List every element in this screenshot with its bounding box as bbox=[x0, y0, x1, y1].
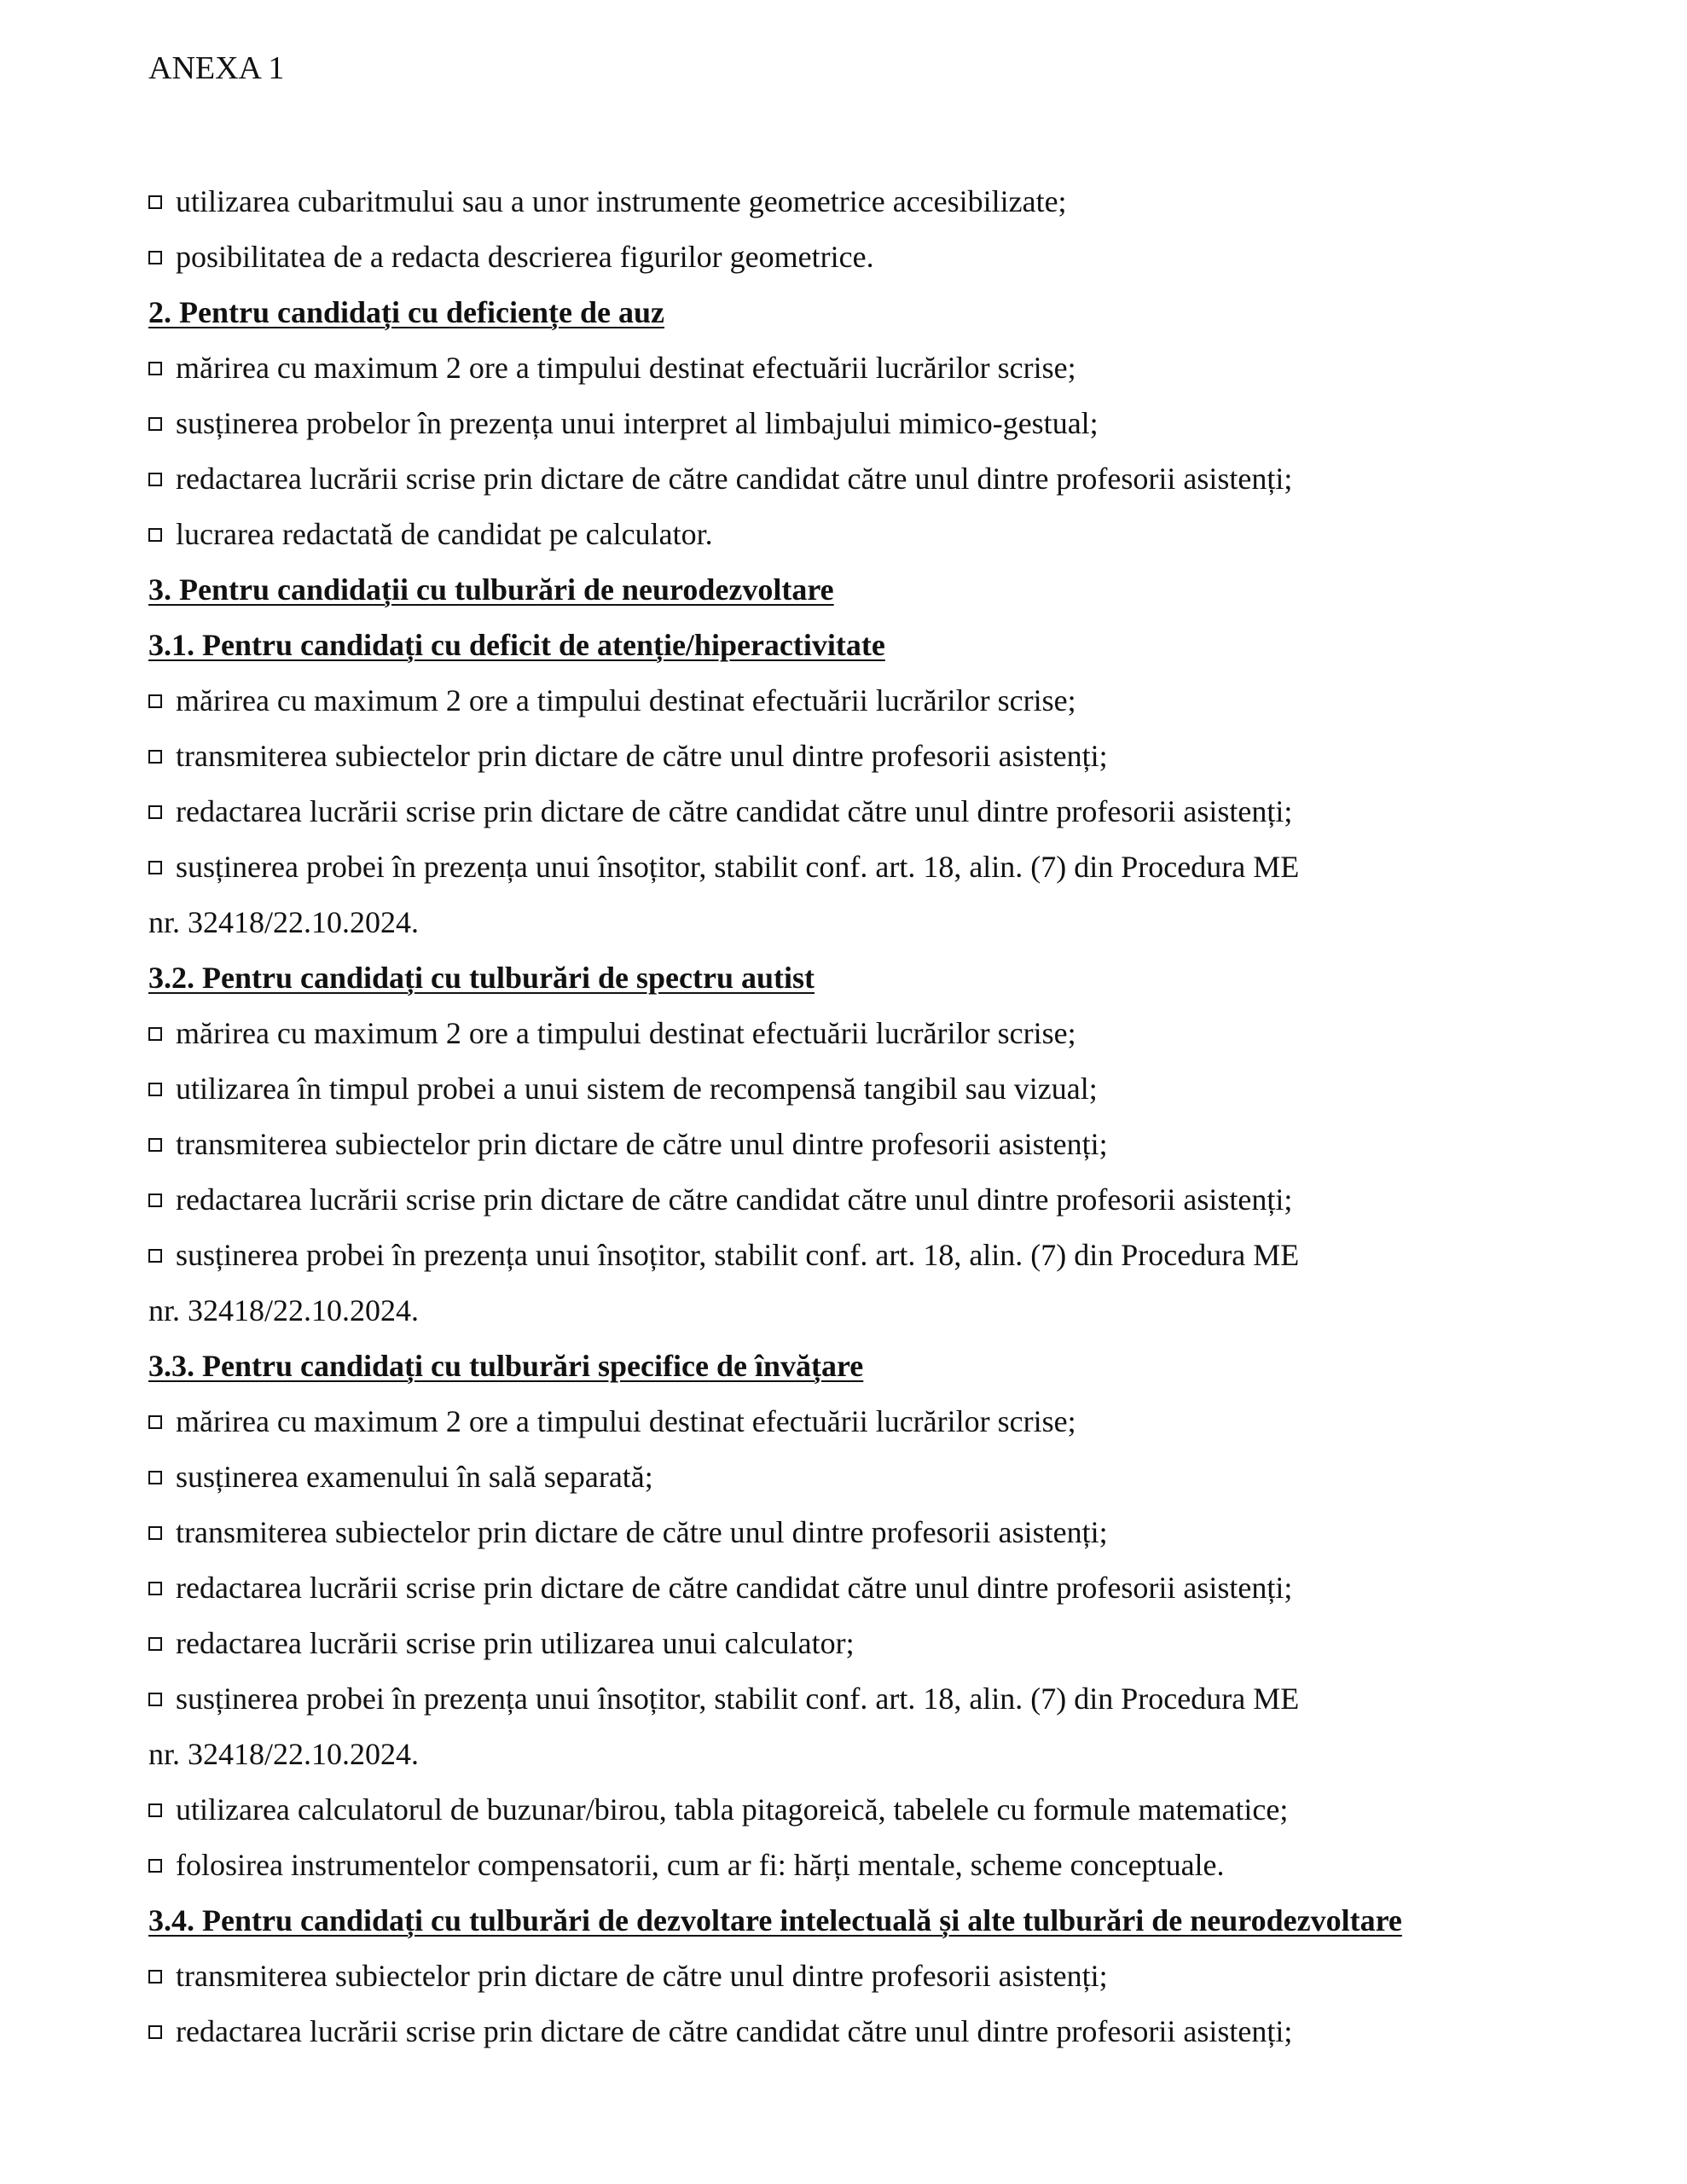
checkbox-square-icon bbox=[148, 805, 162, 819]
line-text: susținerea probei în prezența unui însoțitor, stabilit conf. art. 18, alin. (7) din Procedura ME bbox=[176, 1238, 1300, 1272]
checkbox-square-icon bbox=[148, 1970, 162, 1984]
continuation-text bbox=[148, 895, 1624, 950]
checkbox-item bbox=[148, 174, 1624, 229]
checkbox-square-icon bbox=[148, 1693, 162, 1706]
line-text: nr. 32418/22.10.2024. bbox=[148, 905, 420, 939]
checkbox-item bbox=[148, 1671, 1624, 1727]
checkbox-item bbox=[148, 1172, 1624, 1228]
section-heading bbox=[148, 1339, 1624, 1394]
line-text: transmiterea subiectelor prin dictare de către unul dintre profesorii asistenți; bbox=[176, 1515, 1108, 1549]
checkbox-square-icon bbox=[148, 1415, 162, 1429]
line-text: 3.3. Pentru candidați cu tulburări specifice de învățare bbox=[148, 1349, 864, 1383]
line-text: 3.1. Pentru candidați cu deficit de atenție/hiperactivitate bbox=[148, 628, 885, 662]
checkbox-item bbox=[148, 1838, 1624, 1893]
checkbox-item bbox=[148, 507, 1624, 562]
checkbox-item bbox=[148, 2004, 1624, 2059]
checkbox-item bbox=[148, 1228, 1624, 1283]
checkbox-item bbox=[148, 1560, 1624, 1616]
line-text: susținerea examenului în sală separată; bbox=[176, 1460, 653, 1494]
section-heading bbox=[148, 562, 1624, 618]
section-heading bbox=[148, 618, 1624, 673]
checkbox-item bbox=[148, 1449, 1624, 1505]
section-heading bbox=[148, 1893, 1624, 1949]
checkbox-item bbox=[148, 729, 1624, 784]
line-text: mărirea cu maximum 2 ore a timpului destinat efectuării lucrărilor scrise; bbox=[176, 351, 1076, 385]
checkbox-item bbox=[148, 340, 1624, 396]
checkbox-square-icon bbox=[148, 1804, 162, 1817]
checkbox-square-icon bbox=[148, 417, 162, 431]
checkbox-square-icon bbox=[148, 1526, 162, 1540]
checkbox-item bbox=[148, 1616, 1624, 1671]
checkbox-square-icon bbox=[148, 1471, 162, 1484]
checkbox-item bbox=[148, 1006, 1624, 1061]
document-page bbox=[148, 0, 1624, 2184]
line-text: transmiterea subiectelor prin dictare de către unul dintre profesorii asistenți; bbox=[176, 1127, 1108, 1161]
line-text: lucrarea redactată de candidat pe calculator. bbox=[176, 517, 713, 551]
checkbox-item bbox=[148, 673, 1624, 729]
line-text: redactarea lucrării scrise prin dictare de către candidat către unul dintre profesorii asistenți; bbox=[176, 2014, 1293, 2048]
line-text: utilizarea calculatorul de buzunar/birou, tabla pitagoreică, tabelele cu formule matematice; bbox=[176, 1792, 1289, 1827]
checkbox-square-icon bbox=[148, 1083, 162, 1096]
document-title: ANEXA 1 bbox=[148, 50, 285, 86]
line-text: susținerea probei în prezența unui însoțitor, stabilit conf. art. 18, alin. (7) din Procedura ME bbox=[176, 850, 1300, 884]
checkbox-item bbox=[148, 451, 1624, 507]
checkbox-square-icon bbox=[148, 1637, 162, 1651]
line-text: mărirea cu maximum 2 ore a timpului destinat efectuării lucrărilor scrise; bbox=[176, 1404, 1076, 1438]
line-text: redactarea lucrării scrise prin dictare de către candidat către unul dintre profesorii asistenți; bbox=[176, 1182, 1293, 1217]
line-text: 2. Pentru candidați cu deficiențe de auz bbox=[148, 295, 664, 329]
line-text: 3. Pentru candidații cu tulburări de neurodezvoltare bbox=[148, 572, 834, 607]
checkbox-square-icon bbox=[148, 473, 162, 486]
checkbox-item bbox=[148, 229, 1624, 285]
section-heading bbox=[148, 285, 1624, 340]
checkbox-item bbox=[148, 1949, 1624, 2004]
checkbox-item bbox=[148, 839, 1624, 895]
line-text: utilizarea în timpul probei a unui sistem de recompensă tangibil sau vizual; bbox=[176, 1072, 1098, 1106]
checkbox-square-icon bbox=[148, 1027, 162, 1041]
checkbox-square-icon bbox=[148, 2025, 162, 2039]
line-text: transmiterea subiectelor prin dictare de către unul dintre profesorii asistenți; bbox=[176, 739, 1108, 773]
checkbox-square-icon bbox=[148, 362, 162, 375]
line-text: mărirea cu maximum 2 ore a timpului destinat efectuării lucrărilor scrise; bbox=[176, 683, 1076, 717]
checkbox-square-icon bbox=[148, 750, 162, 764]
checkbox-item bbox=[148, 784, 1624, 839]
line-text: mărirea cu maximum 2 ore a timpului destinat efectuării lucrărilor scrise; bbox=[176, 1016, 1076, 1050]
line-text: nr. 32418/22.10.2024. bbox=[148, 1293, 420, 1327]
checkbox-square-icon bbox=[148, 528, 162, 542]
line-text: redactarea lucrării scrise prin dictare de către candidat către unul dintre profesorii asistenți; bbox=[176, 462, 1293, 496]
checkbox-item bbox=[148, 1505, 1624, 1560]
line-text: transmiterea subiectelor prin dictare de către unul dintre profesorii asistenți; bbox=[176, 1959, 1108, 1993]
line-text: redactarea lucrării scrise prin dictare de către candidat către unul dintre profesorii asistenți; bbox=[176, 794, 1293, 828]
line-text: redactarea lucrării scrise prin dictare de către candidat către unul dintre profesorii asistenți; bbox=[176, 1571, 1293, 1605]
checkbox-square-icon bbox=[148, 694, 162, 708]
line-text: utilizarea cubaritmului sau a unor instrumente geometrice accesibilizate; bbox=[176, 184, 1067, 218]
checkbox-square-icon bbox=[148, 861, 162, 874]
checkbox-item bbox=[148, 1782, 1624, 1838]
checkbox-square-icon bbox=[148, 1249, 162, 1263]
checkbox-square-icon bbox=[148, 1138, 162, 1152]
checkbox-item bbox=[148, 1061, 1624, 1117]
line-text: susținerea probelor în prezența unui interpret al limbajului mimico-gestual; bbox=[176, 406, 1099, 440]
checkbox-square-icon bbox=[148, 195, 162, 209]
document-body bbox=[148, 174, 1624, 2059]
line-text: folosirea instrumentelor compensatorii, cum ar fi: hărți mentale, scheme conceptuale. bbox=[176, 1848, 1225, 1882]
line-text: 3.2. Pentru candidați cu tulburări de spectru autist bbox=[148, 961, 815, 995]
checkbox-square-icon bbox=[148, 1194, 162, 1207]
section-heading bbox=[148, 950, 1624, 1006]
continuation-text bbox=[148, 1727, 1624, 1782]
line-text: posibilitatea de a redacta descrierea figurilor geometrice. bbox=[176, 240, 874, 274]
line-text: nr. 32418/22.10.2024. bbox=[148, 1737, 420, 1771]
line-text: susținerea probei în prezența unui însoțitor, stabilit conf. art. 18, alin. (7) din Procedura ME bbox=[176, 1682, 1300, 1716]
checkbox-item bbox=[148, 396, 1624, 451]
checkbox-item bbox=[148, 1394, 1624, 1449]
checkbox-item bbox=[148, 1117, 1624, 1172]
checkbox-square-icon bbox=[148, 1582, 162, 1595]
continuation-text bbox=[148, 1283, 1624, 1339]
line-text: 3.4. Pentru candidați cu tulburări de dezvoltare intelectuală și alte tulburări de neurodezvoltare bbox=[148, 1903, 1402, 1937]
line-text: redactarea lucrării scrise prin utilizarea unui calculator; bbox=[176, 1626, 855, 1660]
checkbox-square-icon bbox=[148, 1859, 162, 1873]
checkbox-square-icon bbox=[148, 251, 162, 264]
